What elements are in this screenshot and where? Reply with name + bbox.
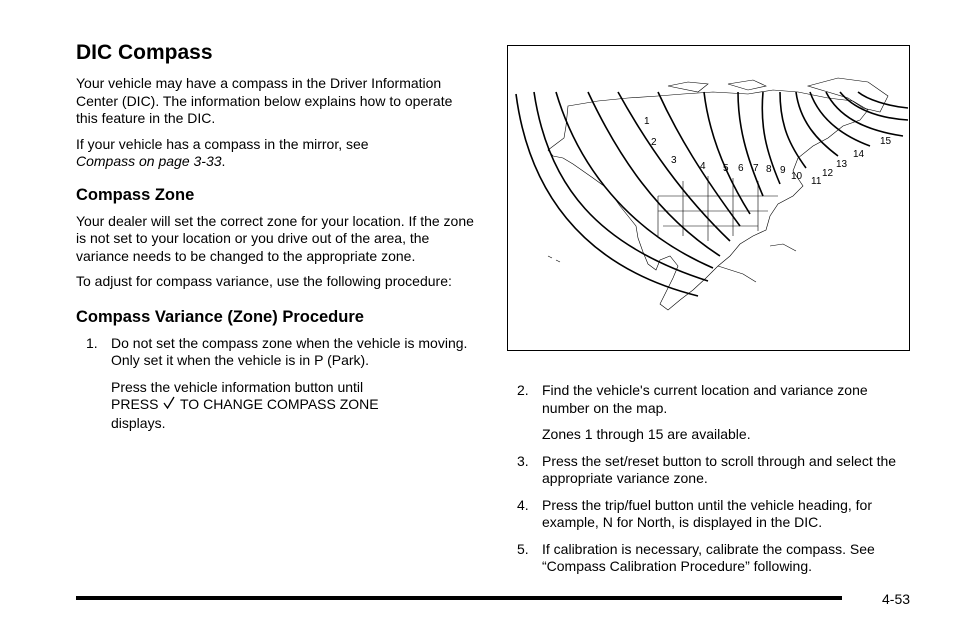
page-title: DIC Compass (76, 41, 213, 64)
step-text: Press the trip/fuel button until the vehicle heading, for example, N for North, is displayed in the DIC. (542, 496, 872, 530)
list-item (76, 335, 476, 433)
step-sub-text: Zones 1 through 15 are available. (542, 426, 751, 442)
step-number: 3. (517, 452, 529, 469)
procedure-steps-right (507, 382, 917, 576)
left-column (76, 40, 476, 441)
list-item (507, 541, 917, 576)
compass-zone-text: Your dealer will set the correct zone for your location. If the zone is not set to your location or you drive out of the area, the variance needs to be changed to the appropriate zone. (76, 212, 474, 264)
compass-zone-heading: Compass Zone (76, 185, 195, 204)
list-item (507, 382, 917, 444)
mirror-note-end: . (221, 153, 226, 169)
mirror-note-text: If your vehicle has a compass in the mirror, see (76, 135, 369, 152)
right-column (507, 382, 917, 585)
zone-label-1: 1 (644, 116, 650, 127)
zone-label-12: 12 (822, 168, 834, 179)
step-sub-line: Press the vehicle information button until (111, 378, 364, 395)
step-sub-text (111, 379, 476, 433)
isogonic-lines (516, 92, 908, 296)
adjust-text: To adjust for compass variance, use the following procedure: (76, 273, 452, 289)
step-text: Find the vehicle's current location and variance zone number on the map. (542, 382, 868, 416)
page-number: 4-53 (882, 591, 911, 607)
step-text: Do not set the compass zone when the vehicle is moving. Only set it when the vehicle is in P (Park). (111, 334, 468, 368)
zone-label-2: 2 (651, 137, 657, 148)
mirror-note (76, 136, 476, 171)
zone-label-7: 7 (753, 163, 759, 174)
displays-label: displays. (111, 414, 166, 431)
zone-label-3: 3 (671, 155, 677, 166)
step-text: If calibration is necessary, calibrate the compass. See “Compass Calibration Procedure” following. (542, 540, 875, 574)
change-zone-label: TO CHANGE COMPASS ZONE (180, 396, 379, 412)
step-number: 5. (517, 540, 529, 557)
mirror-note-link[interactable]: Compass on page 3-33 (76, 153, 222, 169)
list-item (507, 497, 917, 532)
zone-label-8: 8 (766, 164, 772, 175)
checkmark-icon (162, 396, 176, 415)
zone-label-10: 10 (791, 171, 803, 182)
zone-label-13: 13 (836, 159, 848, 170)
step-number: 2. (517, 382, 529, 398)
zone-label-4: 4 (700, 161, 706, 172)
step-number: 4. (517, 496, 529, 513)
zone-label-14: 14 (853, 149, 865, 160)
footer-rule (76, 596, 842, 600)
step-number: 1. (86, 334, 98, 351)
zone-label-15: 15 (880, 136, 892, 147)
press-label: PRESS (111, 396, 159, 412)
procedure-heading: Compass Variance (Zone) Procedure (76, 307, 364, 326)
zone-label-9: 9 (780, 165, 786, 176)
step-text: Press the set/reset button to scroll through and select the appropriate variance zone. (542, 452, 897, 486)
intro-paragraph: Your vehicle may have a compass in the Driver Information Center (DIC). The information below explains how to operate this feature in the DIC. (76, 75, 453, 126)
procedure-steps-left (76, 335, 476, 433)
north-america-map (508, 46, 908, 349)
zone-label-5: 5 (723, 163, 729, 174)
compass-zone-map (507, 45, 910, 351)
list-item (507, 453, 917, 488)
zone-label-11: 11 (811, 176, 822, 187)
zone-label-6: 6 (738, 163, 744, 174)
